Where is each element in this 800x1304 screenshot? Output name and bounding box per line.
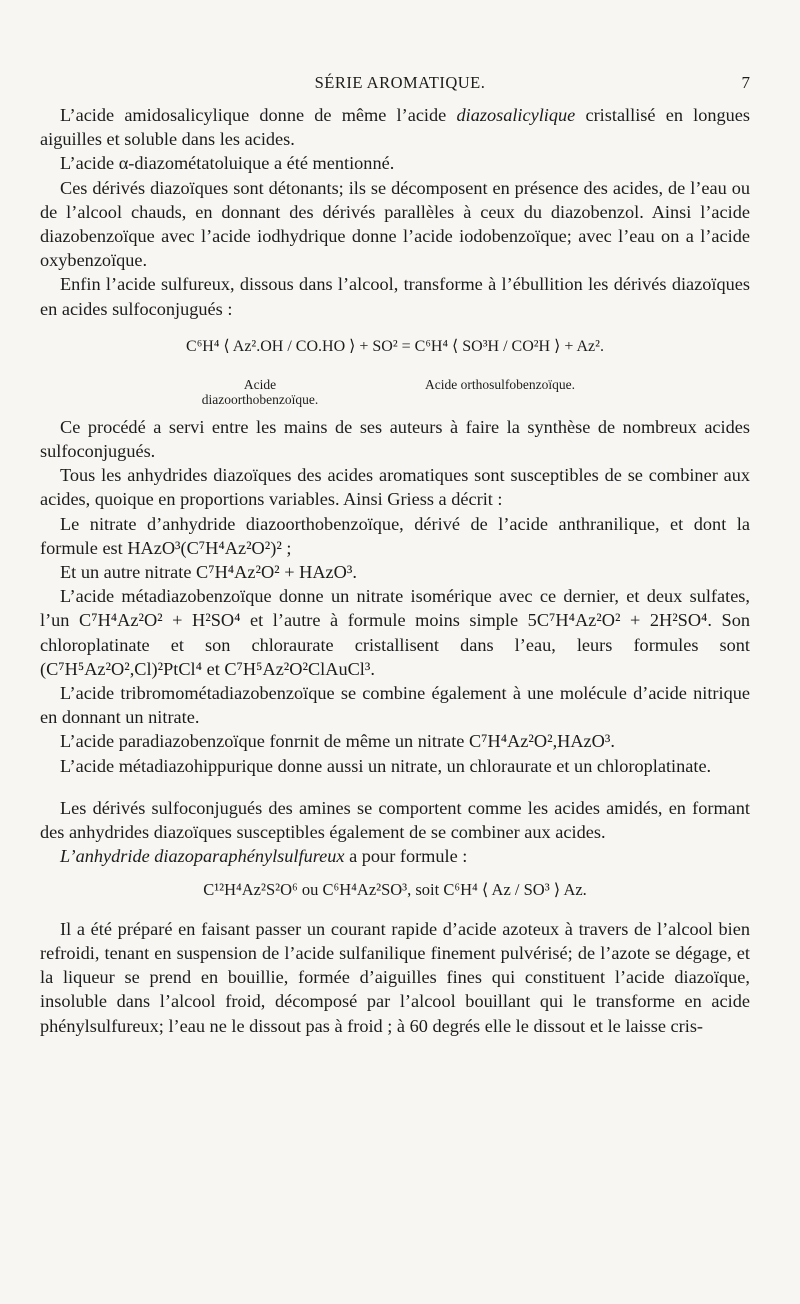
- section-gap: [40, 778, 750, 796]
- chemical-formula: C¹²H⁴Az²S²O⁶ ou C⁶H⁴Az²SO³, soit C⁶H⁴ ⟨ Az / SO³ ⟩ Az.: [203, 880, 587, 900]
- text-run: a pour formule :: [344, 846, 468, 867]
- paragraph: [40, 103, 750, 151]
- formula-caption: Acide diazoorthobenzoïque.: [201, 376, 319, 407]
- text-run: cristallisé en longues aiguilles et soluble dans les acides.: [40, 105, 751, 150]
- paragraph: Ces dérivés diazoïques sont détonants; ils se décomposent en présence des acides, de l’eau ou de l’alcool chauds, en donnant des dérivés parallèles à ceux du diazobenzol. Ainsi l’acide diazobenzoïque avec l’acide iodhydrique donne l’acide iodobenzoïque; avec l’eau on a l’acide oxybenzoïque.: [40, 177, 750, 271]
- page-body: [40, 103, 750, 1038]
- paragraph: Tous les anhydrides diazoïques des acides aromatiques sont susceptibles de se combiner aux acides, quoique en proportions variables. Ainsi Griess a décrit :: [40, 465, 750, 510]
- paragraph: L’acide paradiazobenzoïque fonrnit de même un nitrate C⁷H⁴Az²O²,HAzO³.: [60, 731, 615, 752]
- emphasis: L’anhydride diazoparaphénylsulfureux: [60, 846, 345, 867]
- reaction-equation: [40, 329, 750, 409]
- text-run: L’acide amidosalicylique donne de même l’acide: [60, 105, 457, 125]
- page-number: 7: [741, 73, 750, 92]
- paragraph: L’acide métadiazohippurique donne aussi un nitrate, un chloraurate et un chloroplatinate.: [60, 755, 712, 776]
- formula-caption: Acide orthosulfobenzoïque.: [425, 376, 575, 392]
- paragraph: L’acide tribromométadiazobenzoïque se combine également à une molécule d’acide nitrique en donnant un nitrate.: [40, 683, 750, 728]
- paragraph: [40, 844, 750, 868]
- running-title: SÉRIE AROMATIQUE.: [314, 73, 486, 92]
- running-header: [0, 73, 800, 97]
- emphasis: diazosalicylique: [456, 105, 576, 125]
- paragraph: Les dérivés sulfoconjugués des amines se comportent comme les acides amidés, en formant des anhydrides diazoïques susceptibles également de se combiner aux acides.: [40, 797, 750, 843]
- chemical-formula: C⁶H⁴ ⟨ Az².OH / CO.HO ⟩ + SO² = C⁶H⁴ ⟨ SO³H / CO²H ⟩ + Az².: [186, 337, 604, 355]
- paragraph: Le nitrate d’anhydride diazoorthobenzoïque, dérivé de l’acide anthranilique, et dont la formule est HAzO³(C⁷H⁴Az²O²)² ;: [40, 513, 750, 558]
- paragraph: L’acide métadiazobenzoïque donne un nitrate isomérique avec ce dernier, et deux sulfates, l’un C⁷H⁴Az²O² + H²SO⁴ et l’autre à formule moins simple 5C⁷H⁴Az²O² + 2H²SO⁴. Son chloroplatinate et son chloraurate cristallisent dans l’eau, leurs formules sont (C⁷H⁵Az²O²,Cl)²PtCl⁴ et C⁷H⁵Az²O²ClAuCl³.: [40, 586, 750, 679]
- paragraph: Ce procédé a servi entre les mains de ses auteurs à faire la synthèse de nombreux acides sulfoconjugués.: [40, 416, 750, 462]
- paragraph: L’acide α-diazométatoluique a été mentionné.: [60, 153, 395, 174]
- paragraph: Il a été préparé en faisant passer un courant rapide d’acide azoteux à travers de l’alcool bien refroidi, tenant en suspension de l’acide sulfanilique finement pulvérisé; de l’azote se dégage, et la liqueur se prend en bouillie, formée d’aiguilles fines qui constituent l’acide diazoïque, insoluble dans l’alcool froid, décomposé par l’alcool bouillant qui le transforme en acide phénylsulfureux; l’eau ne le dissout pas à froid ; à 60 degrés elle le dissout et le laisse cris-: [40, 918, 750, 1036]
- paragraph: Enfin l’acide sulfureux, dissous dans l’alcool, transforme à l’ébullition les dérivés diazoïques en acides sulfoconjugués :: [40, 274, 750, 319]
- paragraph: Et un autre nitrate C⁷H⁴Az²O² + HAzO³.: [60, 562, 357, 583]
